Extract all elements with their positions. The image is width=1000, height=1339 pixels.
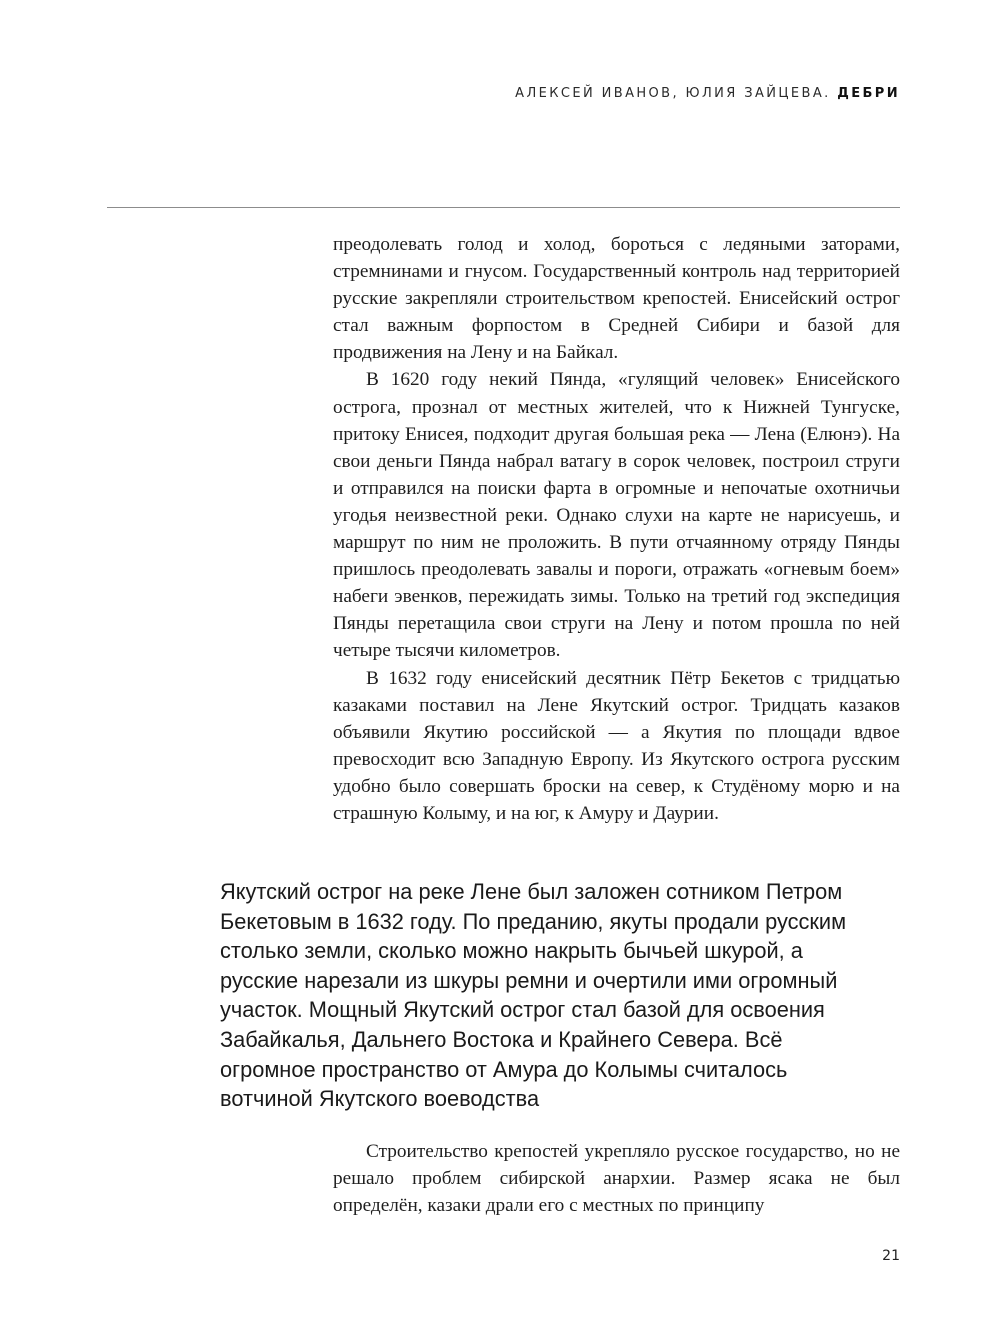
paragraph: В 1620 году некий Пянда, «гулящий человек» Енисейского острога, прознал от местных жителей, что к Нижней Тунгуске, притоку Енисея, подходит другая большая река — Лена (Елюнэ). На свои деньги Пянда набрал ватагу в сорок человек, построил струги и отправился на поиски фарта в огромные и непочатые охотничьи угодья неизвестной реки. Однако слухи на карте не нарисуешь, и маршрут по ним не проложить. В пути отчаянному отряду Пянды пришлось преодолевать завалы и пороги, отражать «огневым боем» набеги эвенков, пережидать зимы. Только на третий год экспедиция Пянды перетащила свои струги на Лену и потом прошла по ней четыре тысячи километров. (333, 369, 900, 662)
header-divider (107, 207, 900, 208)
paragraph: преодолевать голод и холод, бороться с ледяными заторами, стремнинами и гнусом. Государственный контроль над территорией русские закрепляли строительством крепостей. Енисейский острог стал важным форпостом в Средней Сибири и базой для продвижения на Лену и на Байкал. (333, 234, 900, 364)
paragraph: Строительство крепостей укрепляло русское государство, но не решало проблем сибирской анархии. Размер ясака не был определён, казаки драли его с местных по принципу (333, 1141, 900, 1217)
page-number: 21 (882, 1248, 900, 1264)
header-book-title: ДЕБРИ (837, 86, 900, 101)
header-authors: АЛЕКСЕЙ ИВАНОВ, ЮЛИЯ ЗАЙЦЕВА. (515, 86, 831, 101)
continued-text-block (333, 1138, 900, 1219)
paragraph: В 1632 году енисейский десятник Пётр Бекетов с тридцатью казаками поставил на Лене Якутский острог. Тридцать казаков объявили Якутию российской — а Якутия по площади вдвое превосходит всю Западную Европу. Из Якутского острога русским удобно было совершать броски на север, к Студёному морю и на страшную Колыму, и на юг, к Амуру и Даурии. (333, 667, 900, 824)
image-caption: Якутский острог на реке Лене был заложен сотником Петром Бекетовым в 1632 году. По преданию, якуты продали русским столько земли, сколько можно накрыть бычьей шкурой, а русские нарезали из шкуры ремни и очертили ими огромный участок. Мощный Якутский острог стал базой для освоения Забайкалья, Дальнего Востока и Крайнего Севера. Всё огромное пространство от Амура до Колымы считалось вотчиной Якутского воеводства (220, 879, 847, 1112)
main-text-block (333, 231, 900, 827)
running-header (515, 86, 900, 101)
